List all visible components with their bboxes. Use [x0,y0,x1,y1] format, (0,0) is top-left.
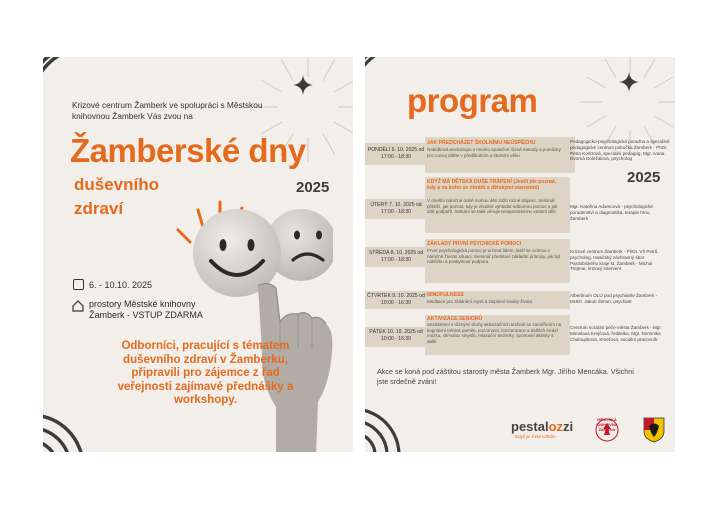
corner-arcs-decoration [365,57,413,107]
event-title: Žamberské dny [70,132,306,169]
corner-arcs-bottom-decoration [43,397,101,452]
pestalozzi-logo-text: pestalozzi [511,419,574,434]
event-description: Odborníci, pracující s tématem duševního zdraví v Žamberku, připravili pro zájemce z řad veřejnosti zajímavé přednášky a workshopy. [117,340,294,407]
event-datetime: STŘEDA 8. 10. 2025 od 17:00 - 18:30 [368,250,424,263]
event-title: ZÁKLADY PRVNÍ PSYCHICKÉ POMOCI [427,241,522,247]
pestalozzi-logo-accent: oz [548,419,564,434]
event-datetime: PONDĚLÍ 6. 10. 2025 od 17:00 - 18:30 [367,147,425,160]
sparkle-star-icon [293,75,313,95]
event-place: prostory Městské knihovny Žamberk - VSTUP ZDARMA [89,299,203,320]
event-title: KDYŽ MÁ DĚTSKÁ DUŠE TRÁPENÍ (Jestli jde poznat, kdy a na koho se obrátit s dětskými starostmi) [427,179,557,192]
town-coat-of-arms-icon [643,417,665,443]
library-logo-text: MĚSTSKÁ KNIHOVNA Žamberk [596,417,618,432]
intro-text: Krizové centrum Žamberk ve spolupráci s Městskou knihovnou Žamberk Vás zvou na [72,100,263,121]
corner-arcs-bottom-decoration [365,397,413,452]
event-subtitle-line1: duševního [74,175,160,194]
event-title: AKTIVIZACE SENIORŮ [427,316,483,322]
event-description: První psychologická pomoc je určená lidem, kteří se ocitnou v náročné životní situaci. Seminář představí základní principy, jak být nablízku a poskytnout podporu. [427,248,561,265]
event-description: V dnešní náročné době mohou děti zažít různé trápení. Seminář přiblíží, jak poznat, kdy je vhodné vyhledat odbornou pomoc a jak dítě podpořit. Setkání se také věnuje terapeutickému vedení dětí. [427,198,558,215]
event-presenters: Mgr. Kateřina Adamcová - psychologické poradenství a diagnostika, terapie hrou, Žamberk [570,204,653,221]
event-title: JAK PŘEDCHÁZET ŠKOLNÍMU NEÚSPĚCHU [427,140,536,146]
event-presenters: Albertinum OLÚ pod psychiatrie Žamberk - MUDr. Jakub Šimon, psychiatr [570,293,658,304]
program-panel [365,57,675,452]
event-subtitle-line2: zdraví [74,199,124,218]
pestalozzi-tagline: Když je život vzhůru [515,434,556,439]
event-datetime: ÚTERÝ 7. 10. 2025 od 17:00 - 18:30 [370,202,422,215]
event-description: Nabídková workshopu s mnoho společné různé metody a pomůcky pro rozvoj dítěte v předškolním a školním věku [427,147,561,158]
event-presenters: Krizové centrum Žamberk - PhDr. Vít Petrů, psycholog, Hasičský záchranný sbor Pardubického kraje st. Žamberk - Michal Trejtnar, krizový intervent [570,249,659,272]
program-footer: Akce se koná pod záštitou starosty města Žamberk Mgr. Jiřího Mencáka. Všichni jste srdečně zváni! [377,367,634,386]
event-title: MINDFULNESS [427,292,464,298]
event-description: Meditace pro zklidnění mysli a zlepšení kvality života [427,299,533,304]
event-description: Seznámení s různými druhy aktivizačních technik se zaměřením na kognitivní trénink paměti, pozornosti, koncentrace a dalších funkcí mozku, stimulaci smyslů, relaxační techniky, sportovní aktivity a další. [427,322,562,344]
event-presenters: Centrum sociální péče města Žamberk - Mgr. Miroslava Krejčová, ředitelka, Mgr. Dominika Chaloupková, Kmeťová, sociální pracovník [570,325,662,342]
home-icon [72,300,84,312]
event-date: 6. - 10.10. 2025 [89,280,153,290]
program-title: program [407,82,538,119]
event-presenters: Pedagogicko-psychologická poradna a speciálně pedagogické centrum pobočka Žamberk - PhDr. Petra Kontrová, speciální pedagog, Mgr. Ivana Dvorná Doležalová, psycholog [570,139,670,162]
poster-panel [43,57,353,452]
pestalozzi-logo [511,419,573,434]
event-year: 2025 [296,179,330,196]
program-year: 2025 [627,169,661,186]
event-datetime: PÁTEK 10. 10. 2025 od 10:00 - 16:30 [369,329,423,342]
calendar-icon [73,279,84,290]
event-datetime: ČTVRTEK 9. 10. 2025 od 10:00 - 16:30 [367,293,425,306]
sparkle-star-icon [619,72,639,92]
